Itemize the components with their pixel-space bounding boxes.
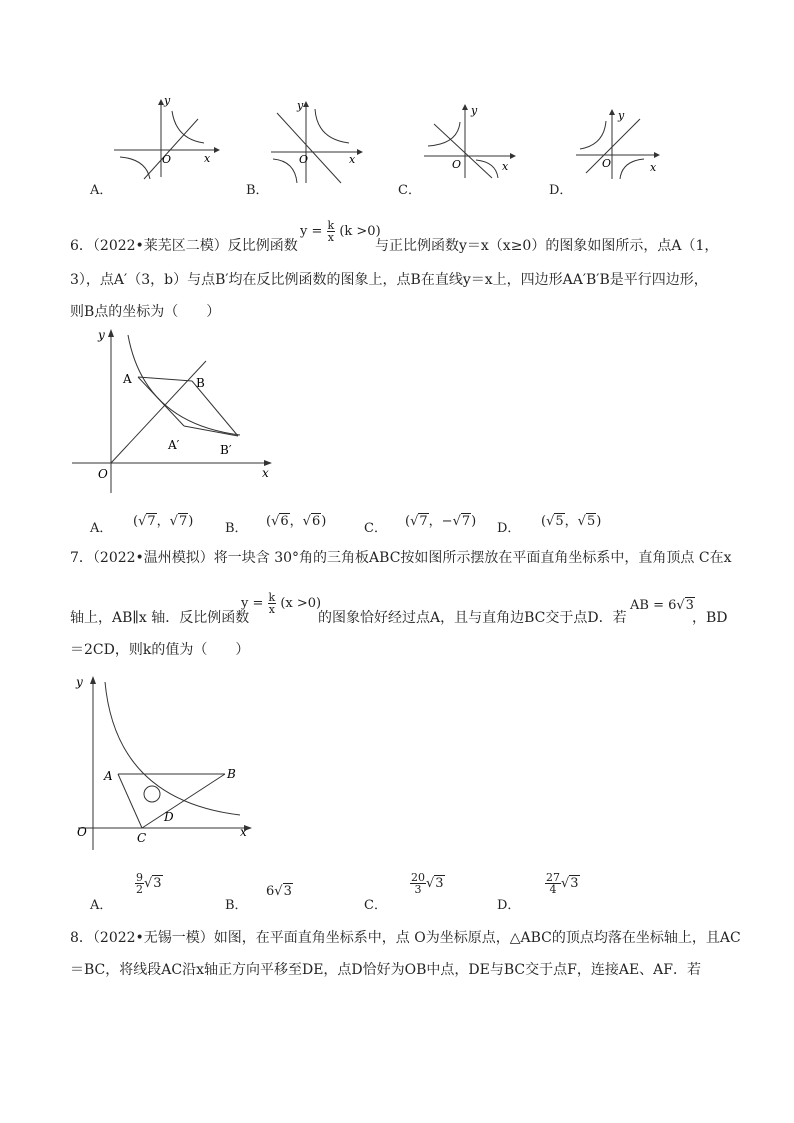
q7-c-den: 3	[414, 883, 422, 896]
q6-b-sep: ，	[289, 514, 303, 529]
q6-c-close: )	[471, 514, 477, 529]
q5-b-x-label: x	[349, 153, 356, 166]
q6-d-r2: 5	[586, 514, 596, 529]
q5-c-y-label: y	[471, 104, 478, 117]
q6-option-d[interactable]: D．	[497, 521, 521, 536]
q6-option-a[interactable]: A．	[90, 521, 113, 536]
q6-a-close: )	[188, 514, 194, 529]
q6-c-r2: 7	[461, 514, 471, 529]
q8-line2: ＝BC，将线段AC沿x轴正方向平移至DE，点D恰好为OB中点，DE与BC交于点F，连接AE、AF．若	[70, 962, 701, 978]
q6-a-sep: ，	[156, 514, 170, 529]
q6-prefix: 6．（2022•莱芜区二模）反比例函数	[70, 238, 298, 254]
q7-a-den: 2	[136, 883, 143, 896]
q5-b-y-label: y	[297, 99, 304, 112]
q7-option-a-value: $\frac{9}{2}$ √3	[136, 871, 162, 896]
q7-option-a[interactable]: A．	[90, 898, 113, 913]
q7-a-num: 9	[136, 871, 143, 884]
q6-line1-rest: 与正比例函数y＝x（x≥0）的图象如图所示，点A（1，	[375, 238, 719, 254]
q6-formula-num: k	[327, 219, 335, 232]
q7-fig-o: O	[77, 825, 87, 839]
q5-d-origin: O	[602, 157, 612, 170]
q7-line3: ＝2CD，则k的值为（ ）	[70, 642, 250, 658]
q6-d-sep: ，	[564, 514, 578, 529]
q6-option-a-value: (√7，√7)	[133, 514, 194, 529]
q5-option-a[interactable]: A．	[90, 183, 113, 198]
q7-d-root: 3	[570, 876, 579, 891]
q5-c-x-label: x	[502, 160, 509, 173]
q7-ab-root: 3	[685, 598, 694, 613]
q7-line2-a: 轴上，AB∥x 轴．反比例函数	[70, 610, 250, 626]
q6-option-c[interactable]: C．	[364, 521, 387, 536]
q7-option-d[interactable]: D．	[497, 898, 521, 913]
q6-line3: 则B点的坐标为（ ）	[70, 304, 221, 320]
q8-line1: 8．（2022•无锡一模）如图，在平面直角坐标系中，点 O为坐标原点，△ABC的顶点均落在坐标轴上，且AC	[70, 930, 741, 946]
q7-figure	[72, 670, 257, 852]
q7-line2-b: 的图象恰好经过点A，且与直角边BC交于点D．若	[318, 610, 627, 626]
q7-option-d-value: $\frac{27}{4}$ √3	[546, 871, 579, 896]
q6-d-r1: 5	[555, 514, 564, 529]
q7-option-b-value: 6√3	[266, 884, 292, 899]
q7-line1: 7．（2022•温州模拟）将一块含 30°角的三角板ABC按如图所示摆放在平面直角坐标系中，直角顶点 C在x	[70, 550, 732, 566]
q7-option-c-value: $\frac{20}{3}$ √3	[411, 871, 444, 896]
q6-option-b-value: (√6，√6)	[266, 514, 327, 529]
q6-option-b[interactable]: B．	[225, 521, 248, 536]
q7-fig-a: A	[104, 769, 113, 783]
q6-a-r2: 7	[178, 514, 188, 529]
q6-option-c-value: (√7，−√7)	[405, 514, 477, 529]
q6-c-neg: −	[441, 514, 453, 529]
q6-formula-den: x	[327, 231, 334, 244]
q7-formula-cond: (x >0)	[280, 596, 322, 611]
q6-a-open: (	[133, 514, 139, 529]
q5-option-d[interactable]: D．	[549, 183, 573, 198]
q6-formula-cond: (k >0)	[339, 224, 381, 239]
q5-d-x-label: x	[650, 161, 657, 174]
q7-ab-equation: AB = 6√3	[630, 598, 694, 613]
q5-graph-d	[572, 105, 667, 180]
q7-b-root: 3	[283, 884, 292, 899]
q7-formula	[241, 592, 321, 615]
q7-fig-b: B	[227, 767, 236, 781]
q5-graph-c	[420, 100, 520, 180]
q5-a-x-label: x	[204, 152, 211, 165]
q5-a-origin: O	[162, 153, 172, 166]
q7-line2-c: ，BD	[692, 610, 728, 626]
q6-c-sep: ，	[428, 514, 442, 529]
q7-c-num: 20	[411, 871, 425, 884]
q6-b-open: (	[266, 514, 272, 529]
q6-fig-x: x	[262, 466, 269, 480]
q6-fig-o: O	[98, 467, 108, 481]
q6-line2: 3），点A′（3，b）与点B′均在反比例函数的图象上，点B在直线y＝x上，四边形AA′B′B是平行四边形，	[70, 272, 708, 288]
q7-ab-eq: AB = 6	[630, 598, 677, 613]
q6-fig-a-prime: A′	[168, 438, 180, 452]
q6-b-r1: 6	[280, 514, 289, 529]
q5-c-origin: O	[452, 158, 462, 171]
q7-fig-x: x	[240, 825, 247, 839]
q7-d-num: 27	[546, 871, 560, 884]
q7-c-root: 3	[435, 876, 444, 891]
q5-graph-a	[110, 95, 220, 180]
q7-fig-d: D	[164, 810, 174, 824]
q6-b-r2: 6	[311, 514, 321, 529]
q6-figure	[68, 325, 278, 495]
q7-formula-den: x	[268, 603, 275, 616]
q6-formula	[300, 220, 381, 243]
q5-option-b[interactable]: B．	[246, 183, 269, 198]
q6-d-open: (	[541, 514, 547, 529]
q6-c-r1: 7	[419, 514, 428, 529]
q5-a-y-label: y	[164, 95, 171, 107]
q7-fig-c: C	[137, 831, 147, 845]
q6-fig-y: y	[98, 328, 105, 342]
q7-fig-y: y	[76, 675, 83, 689]
q6-a-r1: 7	[147, 514, 156, 529]
q6-fig-b-prime: B′	[220, 443, 232, 457]
q7-formula-y: y =	[241, 596, 264, 611]
q5-d-y-label: y	[618, 109, 625, 122]
q6-option-d-value: (√5，√5)	[541, 514, 602, 529]
q7-d-den: 4	[549, 883, 557, 896]
q6-c-open: (	[405, 514, 411, 529]
q6-formula-y: y =	[300, 224, 323, 239]
q6-fig-a: A	[123, 372, 132, 386]
q5-b-origin: O	[299, 153, 309, 166]
q6-fig-b: B	[196, 376, 205, 390]
q5-graph-b	[265, 95, 365, 185]
q6-b-close: )	[321, 514, 327, 529]
q5-option-c[interactable]: C．	[398, 183, 421, 198]
q7-b-coef: 6	[266, 884, 275, 899]
q7-formula-num: k	[268, 591, 276, 604]
q7-option-b[interactable]: B．	[225, 898, 248, 913]
q7-option-c[interactable]: C．	[364, 898, 387, 913]
q6-d-close: )	[596, 514, 602, 529]
q7-a-root: 3	[153, 876, 162, 891]
